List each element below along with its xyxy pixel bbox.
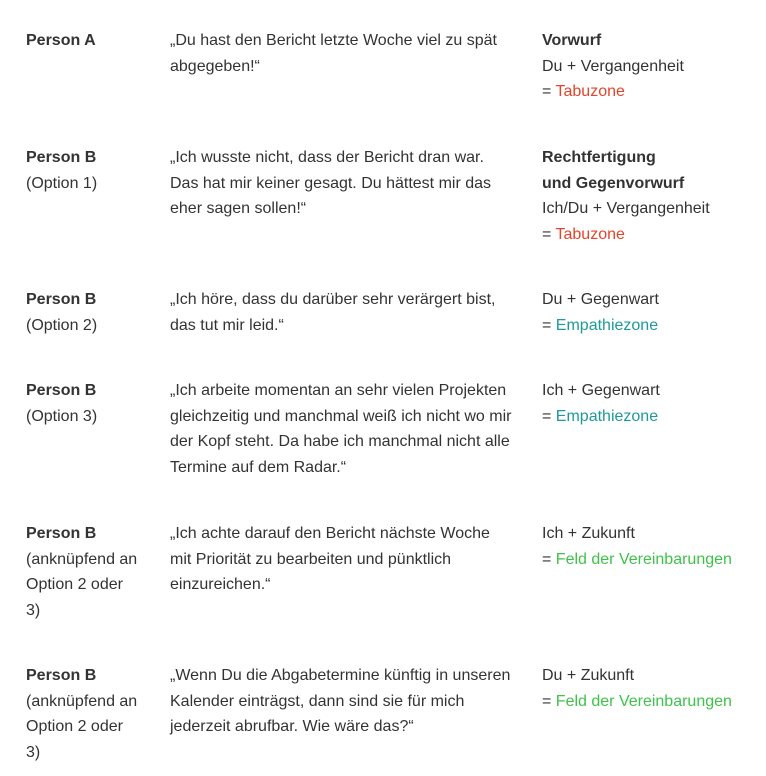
statement-cell xyxy=(170,663,522,740)
speaker-label: Person B xyxy=(26,382,97,399)
statement-line: Das hat mir keiner gesagt. Du hättest mir das xyxy=(170,174,492,192)
statement-cell xyxy=(170,521,522,598)
classification-cell xyxy=(542,663,762,714)
classification-desc: Du + Zukunft xyxy=(542,667,635,684)
speaker-cell xyxy=(26,145,156,196)
statement-line: jederzeit abrufbar. Wie wäre das?“ xyxy=(170,718,414,736)
zone-label-empathiezone: Empathiezone xyxy=(555,316,659,334)
statement-line: gleichzeitig und manchmal weiß ich nicht wo mir xyxy=(170,407,512,425)
zone-line xyxy=(542,689,762,715)
classification-cell xyxy=(542,145,762,247)
zone-line xyxy=(542,404,762,430)
speaker-cell xyxy=(26,378,156,429)
speaker-label: Person B xyxy=(26,525,97,542)
speaker-cell xyxy=(26,28,156,54)
statement-cell xyxy=(170,145,522,222)
zone-prefix: = xyxy=(542,550,556,568)
statement-line: „Ich achte darauf den Bericht nächste Woche xyxy=(170,525,490,542)
zone-prefix: = xyxy=(542,692,556,710)
statement-cell xyxy=(170,378,522,480)
classification-desc: Du + Vergangenheit xyxy=(542,57,684,75)
zone-label-tabuzone: Tabuzone xyxy=(555,83,625,101)
speaker-cell xyxy=(26,521,156,623)
statement-line: Kalender einträgst, dann sind sie für mich xyxy=(170,692,465,710)
statement-cell xyxy=(170,28,522,79)
speaker-label: Person A xyxy=(26,32,96,49)
zone-prefix: = xyxy=(542,225,556,243)
statement-line: „Du hast den Bericht letzte Woche viel zu spät xyxy=(170,32,497,49)
classification-cell xyxy=(542,287,762,338)
zone-prefix: = xyxy=(542,316,556,334)
zone-prefix: = xyxy=(542,83,556,101)
statement-line: „Ich wusste nicht, dass der Bericht dran war. xyxy=(170,149,484,166)
statement-line: der Kopf steht. Da habe ich manchmal nicht alle xyxy=(170,433,510,451)
speaker-cell xyxy=(26,663,156,765)
speaker-note: (anknüpfend an xyxy=(26,692,138,710)
speaker-note: Option 2 oder xyxy=(26,718,123,736)
speaker-label: Person B xyxy=(26,667,97,684)
classification-desc: Ich + Gegenwart xyxy=(542,382,660,399)
classification-cell xyxy=(542,378,762,429)
speaker-note: (Option 3) xyxy=(26,407,98,425)
speaker-cell xyxy=(26,287,156,338)
speaker-note: (Option 1) xyxy=(26,174,98,192)
speaker-note: (anknüpfend an xyxy=(26,550,138,568)
classification-title: Rechtfertigung xyxy=(542,149,656,166)
statement-line: abgegeben!“ xyxy=(170,57,260,75)
zone-line xyxy=(542,313,762,339)
classification-cell xyxy=(542,521,762,572)
statement-line: „Ich höre, dass du darüber sehr verärgert bist, xyxy=(170,291,496,308)
statement-line: „Ich arbeite momentan an sehr vielen Projekten xyxy=(170,382,507,399)
zone-line xyxy=(542,79,762,105)
speaker-label: Person B xyxy=(26,149,97,166)
speaker-note: (Option 2) xyxy=(26,316,98,334)
statement-line: eher sagen sollen!“ xyxy=(170,200,307,218)
classification-desc: Ich/Du + Vergangenheit xyxy=(542,200,710,218)
statement-line: das tut mir leid.“ xyxy=(170,316,284,334)
classification-title: und Gegenvorwurf xyxy=(542,174,685,192)
zone-label-vereinbarungen: Feld der Vereinbarungen xyxy=(555,692,732,710)
statement-line: „Wenn Du die Abgabetermine künftig in unseren xyxy=(170,667,511,684)
speaker-note: Option 2 oder xyxy=(26,576,123,594)
zone-label-vereinbarungen: Feld der Vereinbarungen xyxy=(555,550,732,568)
speaker-note: 3) xyxy=(26,601,41,619)
statement-cell xyxy=(170,287,522,338)
classification-cell xyxy=(542,28,762,105)
zone-label-tabuzone: Tabuzone xyxy=(555,225,625,243)
classification-desc: Ich + Zukunft xyxy=(542,525,635,542)
zone-line xyxy=(542,547,762,573)
statement-line: mit Priorität zu bearbeiten und pünktlich xyxy=(170,550,452,568)
speaker-label: Person B xyxy=(26,291,97,308)
zone-label-empathiezone: Empathiezone xyxy=(555,407,659,425)
statement-line: Termine auf dem Radar.“ xyxy=(170,458,347,476)
zone-line xyxy=(542,222,762,248)
classification-desc: Du + Gegenwart xyxy=(542,291,659,308)
speaker-note: 3) xyxy=(26,743,41,761)
classification-title: Vorwurf xyxy=(542,32,602,49)
statement-line: einzureichen.“ xyxy=(170,576,271,594)
zone-prefix: = xyxy=(542,407,556,425)
